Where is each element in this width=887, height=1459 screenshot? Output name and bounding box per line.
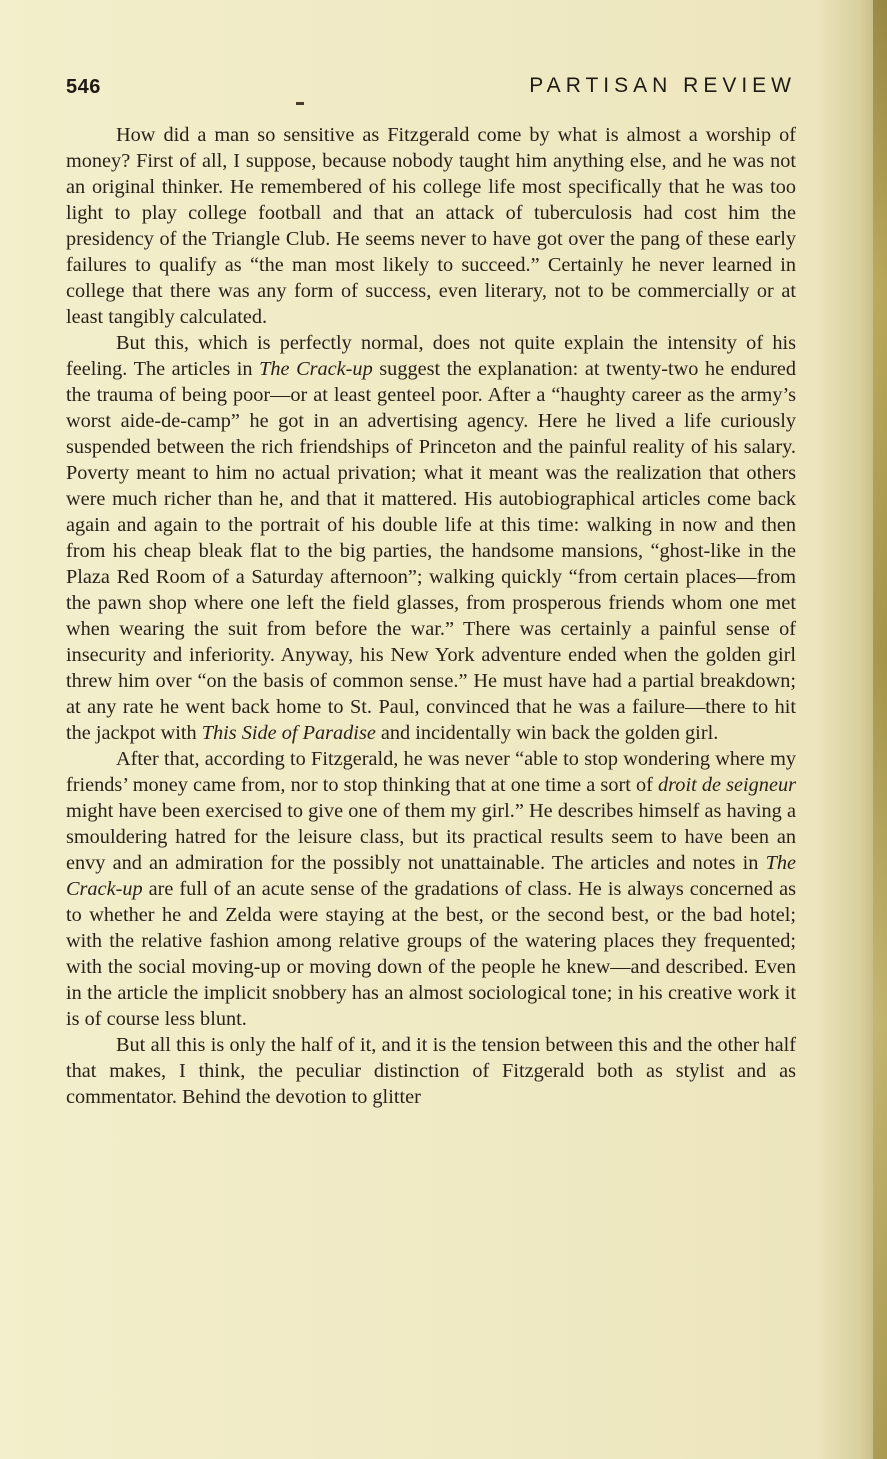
paragraph-p1 bbox=[66, 122, 796, 330]
page-header bbox=[66, 66, 796, 106]
text-run: How did a man so sensitive as Fitzgerald come by what is almost a worship of money? First of all, I suppose, because nobody taught him anything else, and he was not an original thinker. He remembered of his college life most specifically that he was too light to play college football and that an attack of tuberculosis had cost him the presidency of the Triangle Club. He seems never to have got over the pang of these early failures to qualify as “the man most likely to succeed.” Certainly he never learned in college that there was any form of success, even literary, not to be commercially or at least tangibly calculated. bbox=[66, 124, 796, 328]
text-run: After that, according to Fitzgerald, he was never “able to stop wondering where my friends’ money came from, nor to stop thinking that at one time a sort of bbox=[66, 748, 796, 796]
article-body bbox=[66, 122, 796, 1110]
running-title: PARTISAN REVIEW bbox=[529, 74, 796, 97]
text-run: and incidentally win back the golden girl. bbox=[375, 722, 719, 744]
text-run: But all this is only the half of it, and it is the tension between this and the other half that makes, I think, the peculiar distinction of Fitzgerald both as stylist and as commentator. Behind the devotion to glitter bbox=[66, 1034, 796, 1108]
text-run: might have been exercised to give one of them my girl.” He describes himself as having a smouldering hatred for the leisure class, but its practical results seem to have been an envy and an admiration for the possibly not unattainable. The articles and notes in bbox=[66, 800, 796, 874]
page-edge-shadow bbox=[873, 0, 887, 1459]
paragraph-p4 bbox=[66, 1032, 796, 1110]
text-run: suggest the explanation: at twenty-two he endured the trauma of being poor—or at least genteel poor. After a “haughty career as the army’s worst aide-de-camp” he got in an advertising agency. Here he lived a life curiously suspended between the rich friendships of Princeton and the painful reality of his salary. Poverty meant to him no actual privation; what it meant was the realization that others were much richer than he, and that it mattered. His autobiographical articles come back again and again to the portrait of his double life at this time: walking in now and then from his cheap bleak flat to the big parties, the handsome mansions, “ghost-like in the Plaza Red Room of a Saturday afternoon”; walking quickly “from certain places—from the pawn shop where one left the field glasses, from prosperous friends whom one met when wearing the suit from before the war.” There was certainly a painful sense of insecurity and inferiority. Anyway, his New York adventure ended when the golden girl threw him over “on the basis of common sense.” He must have had a partial breakdown; at any rate he went back home to St. Paul, convinced that he was a failure—there to hit the jackpot with bbox=[66, 358, 796, 744]
paragraph-p2 bbox=[66, 330, 796, 746]
paragraph-p3 bbox=[66, 746, 796, 1032]
italic-title: The Crack-up bbox=[66, 852, 796, 900]
text-run: are full of an acute sense of the gradations of class. He is always concerned as to whether he and Zelda were staying at the best, or the second best, or the bad hotel; with the relative fashion among relative groups of the watering places they frequented; with the social moving-up or moving down of the people he knew—and described. Even in the article the implicit snobbery has an almost sociological tone; in his creative work it is of course less blunt. bbox=[66, 878, 796, 1030]
italic-title: The Crack-up bbox=[259, 358, 373, 380]
page-number: 546 bbox=[66, 76, 101, 98]
text-run: But this, which is perfectly normal, does not quite explain the intensity of his feeling. The articles in bbox=[66, 332, 796, 380]
italic-title: droit de seigneur bbox=[658, 774, 796, 796]
italic-title: This Side of Paradise bbox=[201, 722, 376, 744]
ink-mark bbox=[296, 102, 304, 105]
